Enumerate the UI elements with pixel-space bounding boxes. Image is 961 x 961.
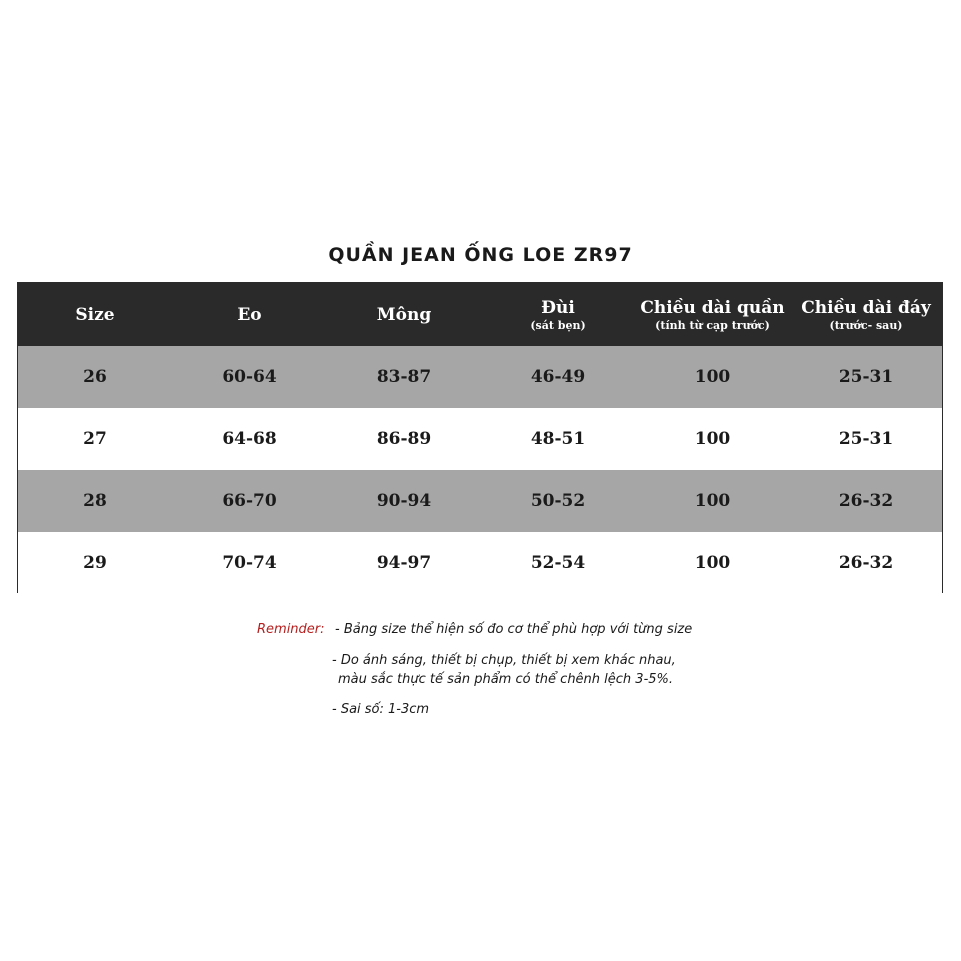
reminder-label: Reminder: — [257, 622, 325, 637]
header-length — [635, 283, 790, 346]
header-rise-label: Chiều dài đáy — [801, 297, 931, 318]
header-rise-sub: (trước- sau) — [829, 318, 903, 332]
header-hip — [327, 283, 481, 346]
cell-rise: 25-31 — [838, 429, 894, 449]
size-table — [17, 282, 943, 593]
cell-waist: 70-74 — [222, 552, 277, 573]
cell-hip: 86-89 — [376, 429, 432, 449]
cell-rise: 25-31 — [838, 367, 894, 387]
header-thigh-sub: (sát bẹn) — [530, 318, 586, 332]
cell-length: 100 — [694, 552, 731, 573]
cell-thigh: 50-52 — [530, 491, 586, 511]
cell-length: 100 — [694, 429, 731, 449]
note-size-fit: - Bảng size thể hiện số đo cơ thể phù hợp với từng size — [335, 622, 693, 637]
cell-hip: 94-97 — [376, 552, 432, 573]
table-row — [18, 408, 942, 470]
cell-rise: 26-32 — [838, 491, 894, 511]
cell-length: 100 — [694, 491, 731, 511]
cell-size: 26 — [83, 367, 107, 387]
cell-size: 27 — [83, 429, 107, 449]
note-lighting: - Do ánh sáng, thiết bị chụp, thiết bị xem khác nhau, — [332, 653, 676, 668]
cell-thigh: 48-51 — [530, 429, 586, 449]
cell-size: 29 — [83, 552, 107, 573]
cell-length: 100 — [694, 367, 731, 387]
table-row — [18, 470, 942, 532]
cell-hip: 90-94 — [376, 491, 432, 511]
note-color-variance: màu sắc thực tế sản phẩm có thể chênh lệch 3-5%. — [338, 672, 674, 687]
header-waist — [172, 283, 327, 346]
cell-rise: 26-32 — [838, 552, 894, 573]
cell-waist: 66-70 — [222, 491, 277, 511]
cell-hip: 83-87 — [376, 367, 432, 387]
note-tolerance: - Sai số: 1-3cm — [332, 702, 430, 717]
header-hip-label: Mông — [376, 304, 432, 325]
table-header-row — [18, 283, 942, 346]
cell-waist: 64-68 — [222, 429, 277, 449]
cell-waist: 60-64 — [222, 367, 277, 387]
table-row — [18, 532, 942, 593]
header-rise — [790, 283, 942, 346]
header-length-sub: (tính từ cạp trước) — [655, 318, 770, 332]
table-row — [18, 346, 942, 408]
cell-thigh: 52-54 — [530, 552, 586, 573]
header-length-label: Chiều dài quần — [640, 297, 785, 318]
header-thigh — [481, 283, 635, 346]
cell-size: 28 — [83, 491, 107, 511]
header-waist-label: Eo — [237, 304, 262, 325]
cell-thigh: 46-49 — [530, 367, 586, 387]
page-title: QUẦN JEAN ỐNG LOE ZR97 — [328, 244, 633, 266]
header-size — [18, 283, 172, 346]
header-thigh-label: Đùi — [541, 297, 575, 318]
header-size-label: Size — [75, 304, 115, 325]
